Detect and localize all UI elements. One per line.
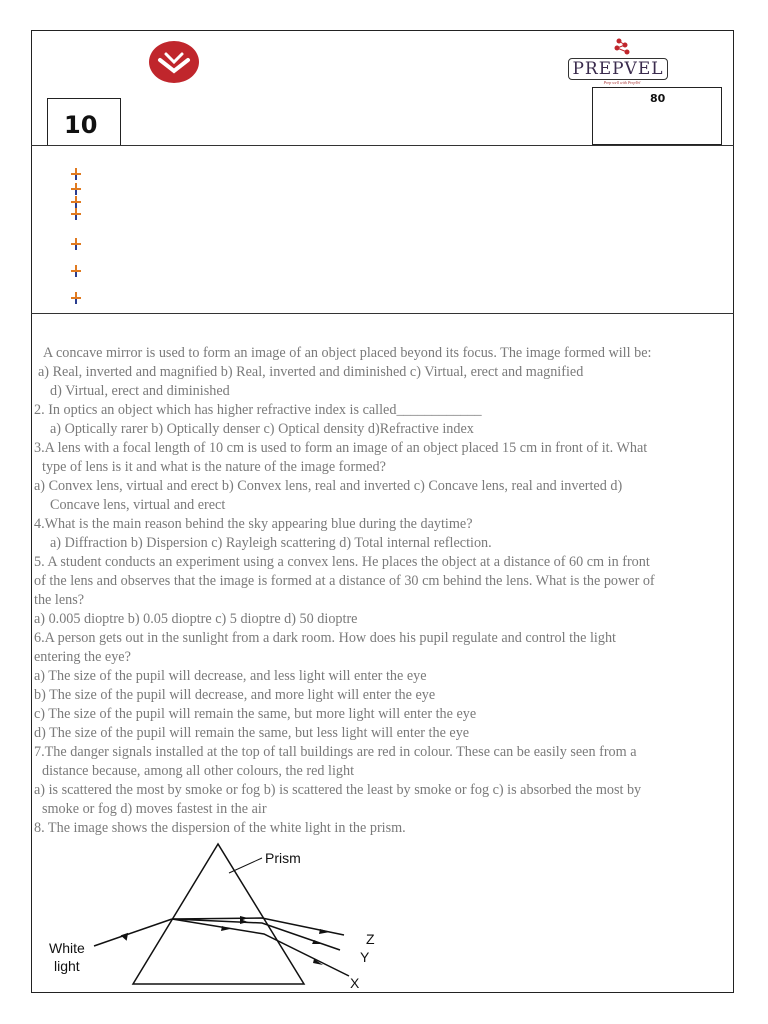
option-line: d) The size of the pupil will remain the same, but less light will enter the eye — [34, 725, 470, 741]
arrow-icon — [240, 919, 248, 924]
prepvel-tagline: Prep well with PrepVel — [603, 80, 641, 85]
ray-x — [172, 919, 349, 976]
option-line: a) Convex lens, virtual and erect b) Convex lens, real and inverted c) Concave lens, real and inverted d) — [34, 478, 623, 494]
question-line: entering the eye? — [34, 649, 131, 665]
school-logo-icon — [148, 40, 200, 84]
question-line: A concave mirror is used to form an image of an object placed beyond its focus. The image formed will be: — [43, 345, 652, 361]
instructions-divider — [31, 313, 734, 314]
question-line: 6.A person gets out in the sunlight from a dark room. How does his pupil regulate and control the light — [34, 630, 616, 646]
prism-label-pointer — [229, 858, 262, 873]
question-line: 2. In optics an object which has higher refractive index is called____________ — [34, 402, 482, 418]
question-line: type of lens is it and what is the nature of the image formed? — [42, 459, 386, 475]
white-light-ray — [94, 919, 172, 946]
ray-y-label: Y — [360, 949, 370, 965]
option-line: smoke or fog d) moves fastest in the air — [42, 801, 267, 817]
option-line: a) Real, inverted and magnified b) Real, inverted and diminished c) Virtual, erect and magnified — [38, 364, 584, 380]
option-line: a) 0.005 dioptre b) 0.05 dioptre c) 5 dioptre d) 50 dioptre — [34, 611, 358, 627]
option-line: d) Virtual, erect and diminished — [50, 383, 230, 399]
option-line: a) Diffraction b) Dispersion c) Rayleigh scattering d) Total internal reflection. — [50, 535, 492, 551]
bullet-icon — [70, 265, 82, 277]
question-line: of the lens and observes that the image is formed at a distance of 30 cm behind the lens. What is the power of — [34, 573, 655, 589]
ray-x-label: X — [350, 975, 360, 990]
option-line: a) is scattered the most by smoke or fog b) is scattered the least by smoke or fog c) is absorbed the most by — [34, 782, 642, 798]
paper-number: 10 — [64, 111, 98, 139]
question-line: 7.The danger signals installed at the top of tall buildings are red in colour. These can be easily seen from a — [34, 744, 637, 760]
question-line: 3.A lens with a focal length of 10 cm is used to form an image of an object placed 15 cm in front of it. What — [34, 440, 648, 456]
marks-value: 80 — [650, 92, 666, 105]
option-line: Concave lens, virtual and erect — [50, 497, 226, 513]
bullet-icon — [70, 196, 82, 208]
question-line: distance because, among all other colours, the red light — [42, 763, 355, 779]
option-line: a) Optically rarer b) Optically denser c) Optical density d)Refractive index — [50, 421, 474, 437]
option-line: b) The size of the pupil will decrease, and more light will enter the eye — [34, 687, 436, 703]
question-line: 5. A student conducts an experiment using a convex lens. He places the object at a distance of 60 cm in front — [34, 554, 650, 570]
bullet-icon — [70, 292, 82, 304]
header-divider — [31, 145, 734, 146]
arrow-icon — [221, 926, 230, 931]
bullet-icon — [70, 168, 82, 180]
option-line: c) The size of the pupil will remain the same, but more light will enter the eye — [34, 706, 477, 722]
white-label: White — [49, 940, 85, 956]
option-line: a) The size of the pupil will decrease, and less light will enter the eye — [34, 668, 427, 684]
question-line: 8. The image shows the dispersion of the white light in the prism. — [34, 820, 406, 836]
bullet-icon — [70, 208, 82, 220]
question-line: 4.What is the main reason behind the sky appearing blue during the daytime? — [34, 516, 473, 532]
prism-label: Prism — [265, 850, 301, 866]
question-line: the lens? — [34, 592, 85, 608]
light-label: light — [54, 958, 80, 974]
bullet-icon — [70, 183, 82, 195]
ray-z-label: Z — [366, 931, 375, 947]
bullet-icon — [70, 238, 82, 250]
prepvel-wordmark: PREPVEL — [568, 58, 668, 80]
prism-diagram — [44, 838, 394, 990]
